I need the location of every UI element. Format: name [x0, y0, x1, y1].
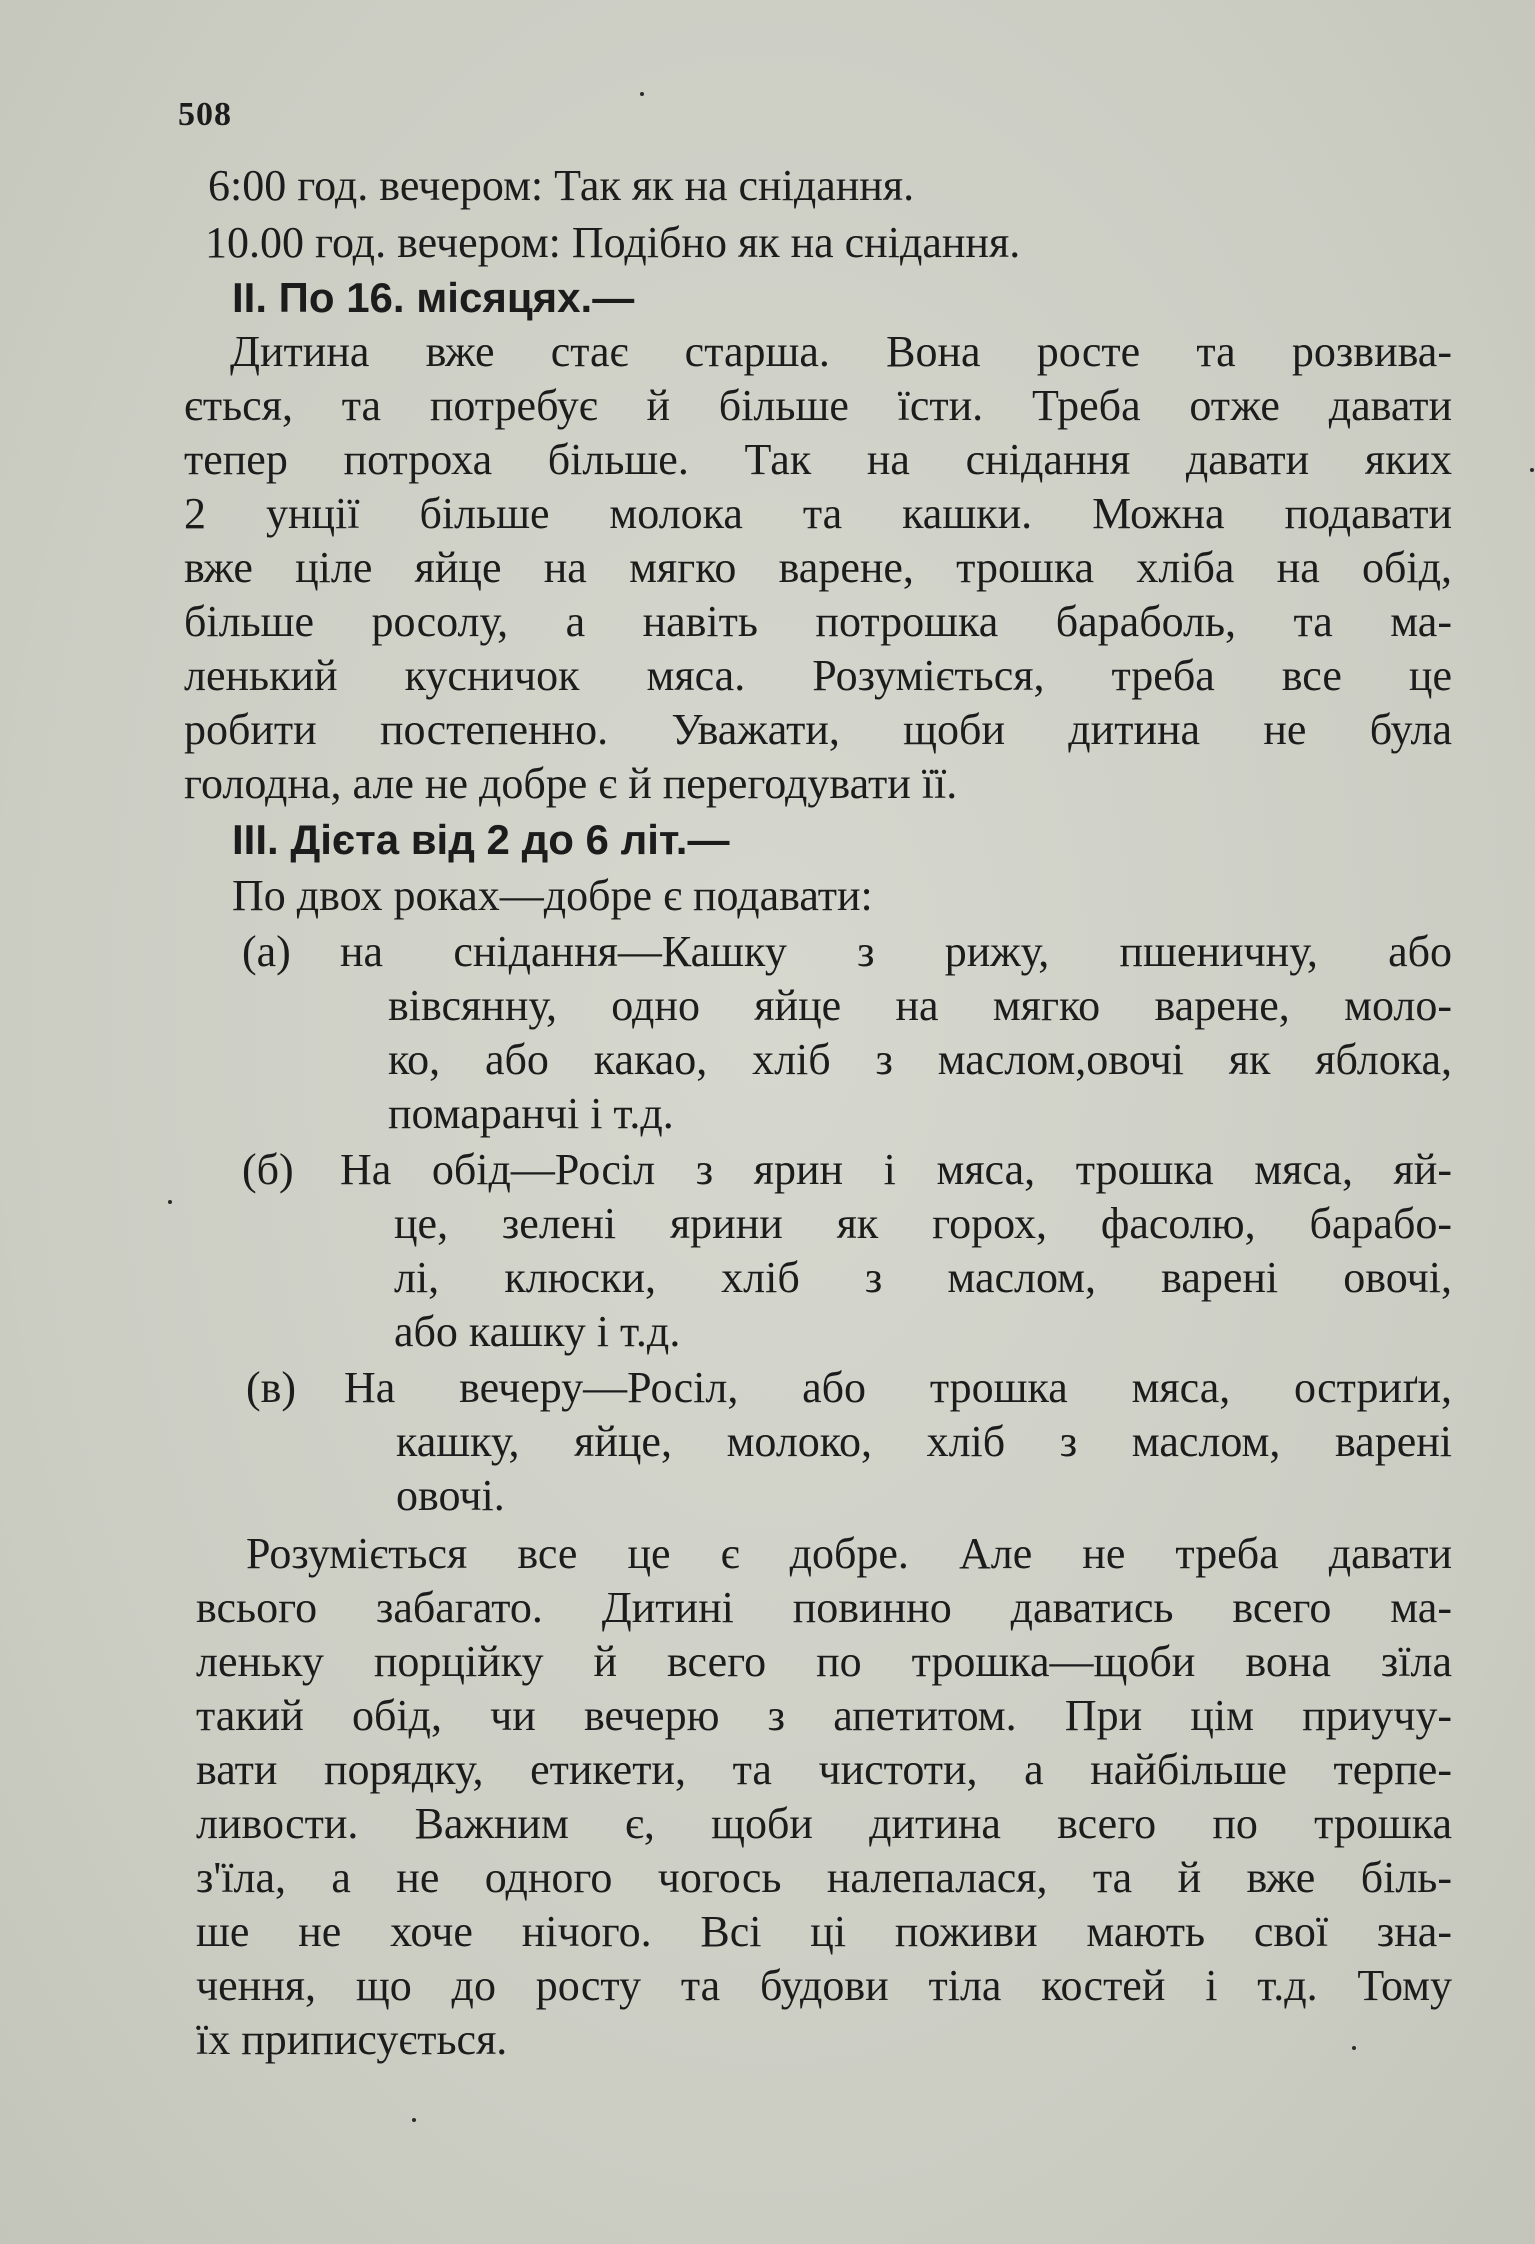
list-label: (б) [242, 1145, 294, 1194]
section-heading: ІІ. По 16. місяцях.— [232, 274, 635, 321]
list-item-text: на снідання—Кашку з рижу, пшеничну, або [340, 927, 1452, 976]
text-line: більше росолу, а навіть потрошка бараболь, та ма- [184, 597, 1452, 646]
list-item-text: ко, або какао, хліб з маслом,овочі як яблока, [388, 1035, 1452, 1084]
text-line: їх приписується. [196, 2015, 508, 2064]
list-item-text: або кашку і т.д. [394, 1307, 681, 1356]
text-line: такий обід, чи вечерю з апетитом. При цім приучу- [196, 1691, 1452, 1740]
page-number: 508 [178, 96, 232, 133]
text-line: ливости. Важним є, щоби дитина всего по трошка [196, 1799, 1452, 1848]
section-heading: ІІІ. Дієта від 2 до 6 літ.— [232, 816, 730, 863]
list-item-text: кашку, яйце, молоко, хліб з маслом, варені [396, 1417, 1452, 1466]
list-item-text: На обід—Росіл з ярин і мяса, трошка мяса, яй- [340, 1145, 1452, 1194]
text-line: 6:00 год. вечером: Так як на снідання. [208, 161, 915, 210]
list-label: (в) [246, 1363, 297, 1412]
paper-speck [640, 92, 644, 96]
text-line: всього забагато. Дитині повинно даватись всего ма- [196, 1583, 1452, 1632]
list-label: (а) [242, 927, 291, 976]
text-line: голодна, але не добре є й перегодувати її. [184, 759, 958, 808]
text-line: Дитина вже стає старша. Вона росте та розвива- [230, 327, 1452, 376]
text-line: ленький кусничок мяса. Розуміється, треба все це [184, 651, 1452, 700]
text-line: вати порядку, етикети, та чистоти, а найбільше терпе- [196, 1745, 1452, 1794]
list-item-text: це, зелені ярини як горох, фасолю, барабо- [394, 1199, 1452, 1248]
text-line: леньку порційку й всего по трошка—щоби вона зїла [196, 1637, 1452, 1686]
list-item-text: лі, клюски, хліб з маслом, варені овочі, [394, 1253, 1452, 1302]
list-item-text: овочі. [396, 1471, 505, 1520]
text-line: тепер потроха більше. Так на снідання давати яких [184, 435, 1452, 484]
paper-speck [412, 2118, 416, 2122]
text-line: робити постепенно. Уважати, щоби дитина не була [184, 705, 1452, 754]
paper-speck [1352, 2046, 1356, 2050]
paper-speck [168, 1200, 172, 1204]
list-item-text: На вечеру—Росіл, або трошка мяса, остриґи, [344, 1363, 1452, 1412]
text-line: 2 унції більше молока та кашки. Можна подавати [184, 489, 1452, 538]
text-line: ше не хоче нічого. Всі ці поживи мають свої зна- [196, 1907, 1452, 1956]
text-line: вже ціле яйце на мягко варене, трошка хліба на обід, [184, 543, 1452, 592]
list-item-text: вівсянну, одно яйце на мягко варене, моло- [388, 981, 1452, 1030]
text-line: ється, та потребує й більше їсти. Треба отже давати [184, 381, 1452, 430]
paper-speck [1530, 468, 1534, 472]
text-line: чення, що до росту та будови тіла костей і т.д. Тому [196, 1961, 1452, 2010]
text-line: 10.00 год. вечером: Подібно як на снідання. [205, 218, 1021, 267]
text-line: з'їла, а не одного чогось налепалася, та й вже біль- [196, 1853, 1452, 1902]
text-line: Розуміється все це є добре. Але не треба давати [246, 1529, 1452, 1578]
list-item-text: помаранчі і т.д. [388, 1089, 674, 1138]
text-line: По двох роках—добре є подавати: [232, 871, 873, 920]
